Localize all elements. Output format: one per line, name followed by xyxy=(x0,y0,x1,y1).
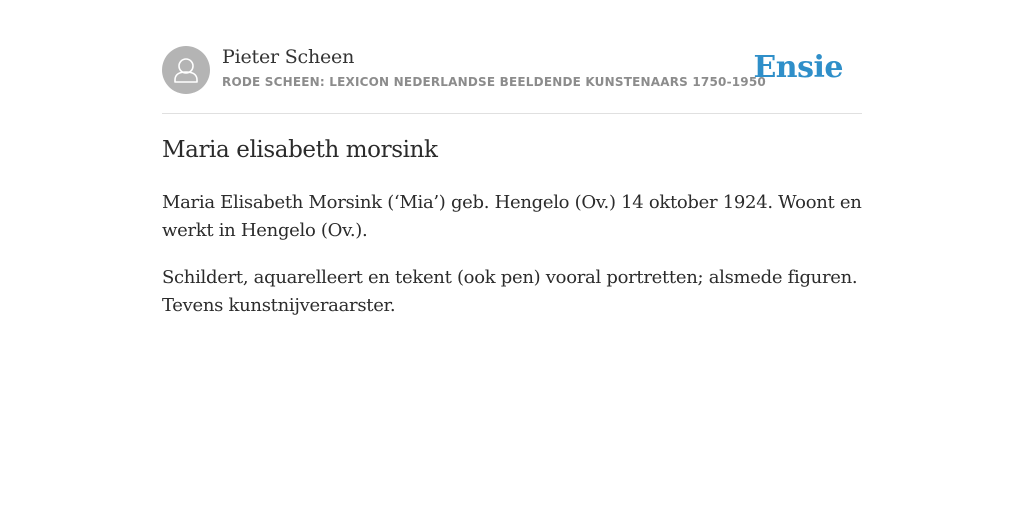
avatar[interactable] xyxy=(162,46,210,94)
brand-logo[interactable]: Ensie xyxy=(753,50,843,85)
divider xyxy=(162,113,862,114)
article-paragraph: Schildert, aquarelleert en tekent (ook pen) vooral portretten; alsmede figuren. Tevens kunstnijveraarster. xyxy=(162,267,858,316)
source-title[interactable]: RODE SCHEEN: LEXICON NEDERLANDSE BEELDENDE KUNSTENAARS 1750-1950 xyxy=(222,75,766,89)
user-icon xyxy=(162,46,210,94)
author-name[interactable]: Pieter Scheen xyxy=(222,46,355,68)
article-paragraph: Maria Elisabeth Morsink (‘Mia’) geb. Hengelo (Ov.) 14 oktober 1924. Woont en werkt in Hengelo (Ov.). xyxy=(162,192,862,241)
header xyxy=(162,46,862,96)
article-body xyxy=(162,189,862,339)
article-title: Maria elisabeth morsink xyxy=(162,137,438,163)
